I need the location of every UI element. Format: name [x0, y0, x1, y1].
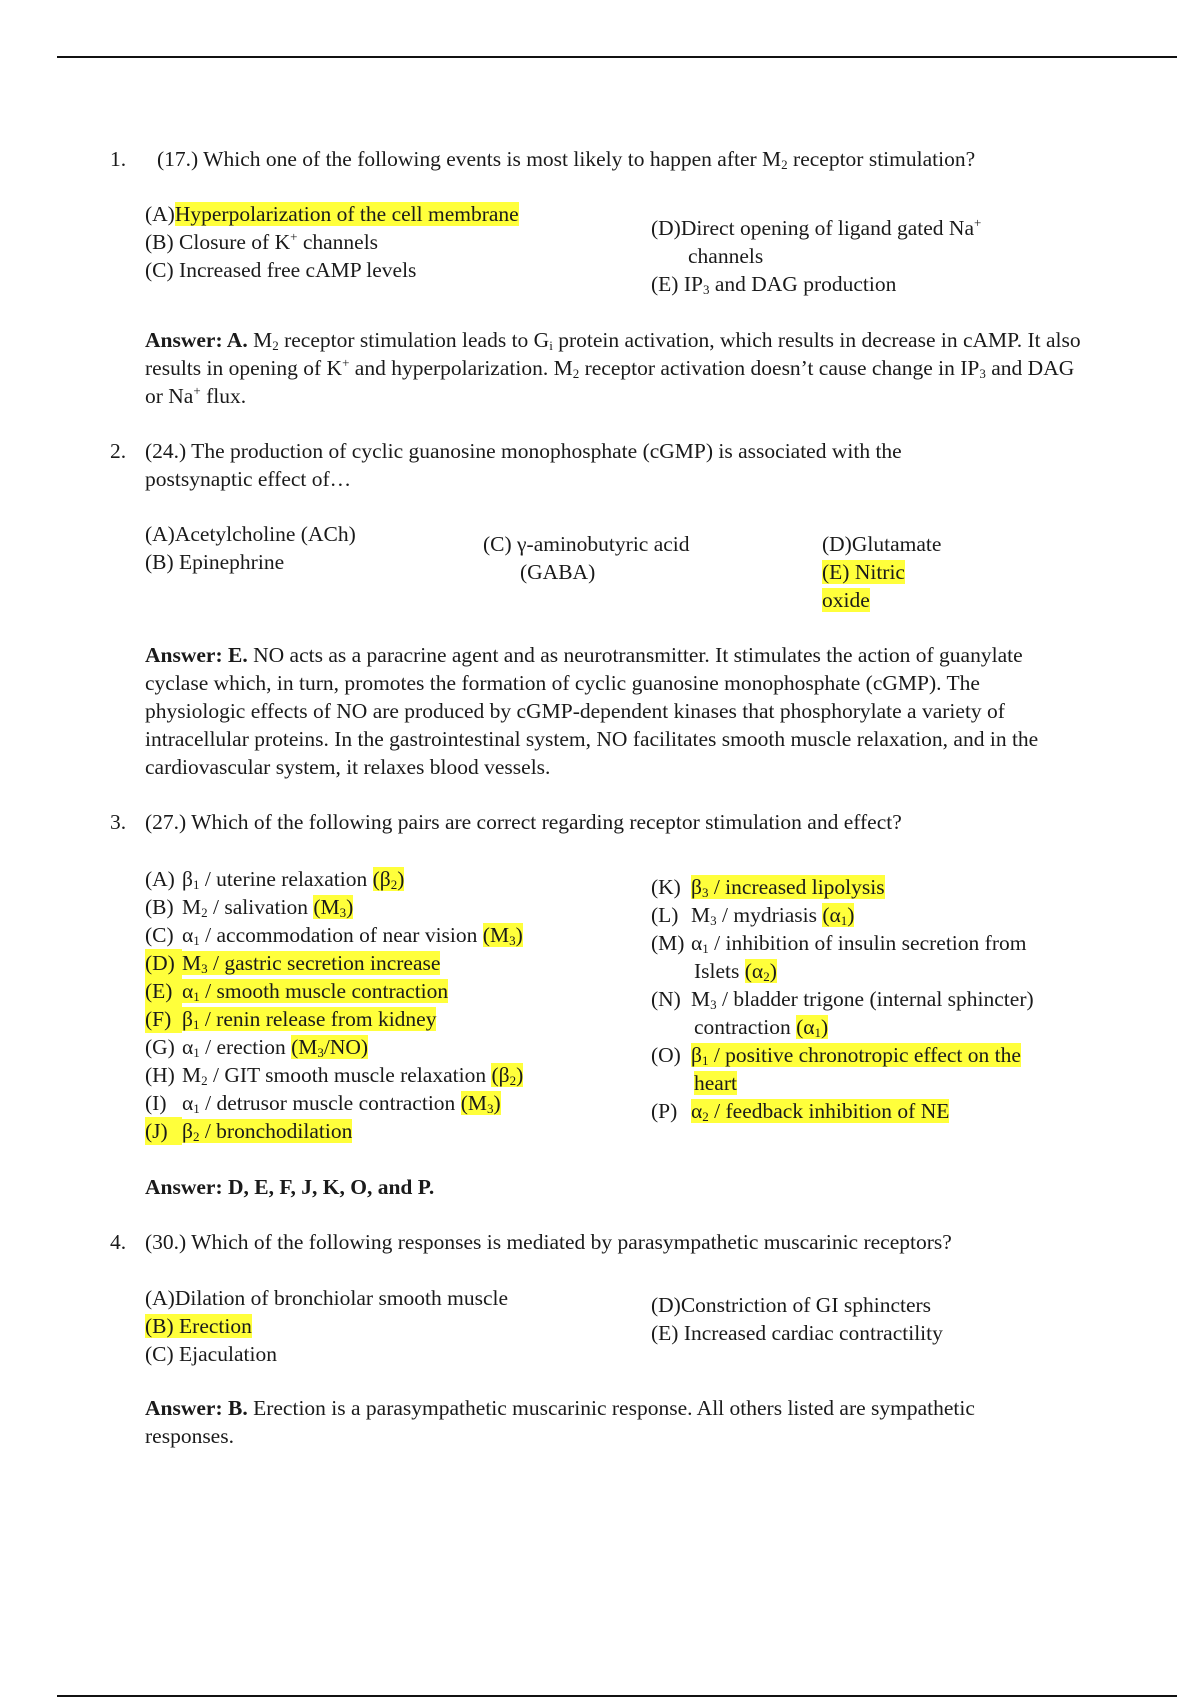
option-a[interactable]: (A)Acetylcholine (ACh) [145, 522, 356, 546]
option-m-continued: Islets $(\alpha_2)$ [694, 959, 777, 984]
option-e[interactable] [822, 558, 941, 586]
option-d[interactable]: (D)Glutamate [822, 532, 942, 556]
q4-options-left [145, 1284, 508, 1368]
option-e[interactable]: (E) $IP_3$ and DAG production [651, 272, 897, 297]
highlight: $(\alpha_1)$ [796, 1015, 829, 1040]
highlight: $(\alpha_2)$ [744, 959, 777, 984]
option-n[interactable]: (N) $M_3$ / bladder trigone (internal sphincter) [651, 987, 1034, 1012]
highlight: $\beta_2$ / bronchodilation [182, 1119, 353, 1144]
highlight: $(M_3/NO)$ [291, 1035, 369, 1060]
highlight: $(\beta_2)$ [491, 1063, 524, 1088]
highlight: $\alpha_2$ / feedback inhibition of NE [691, 1099, 950, 1124]
q4-options-right [651, 1291, 943, 1347]
option-b[interactable] [145, 1312, 508, 1340]
question-stem: (17.) Which one of the following events is most likely to happen after $M_2$ receptor stimulation? [157, 147, 976, 172]
answer-3: Answer: D, E, F, J, K, O, and P. [145, 1175, 435, 1199]
option-c[interactable]: (C) $\alpha_1$ / accommodation of near vision $(M_3)$ [145, 923, 523, 948]
option-g[interactable]: (G) $\alpha_1$ / erection $(M_3/NO)$ [145, 1035, 369, 1060]
highlight: $\beta_1$ / renin release from kidney [182, 1007, 437, 1032]
answer-1: Answer: A. $M_2$ receptor stimulation leads to $G_i$ protein activation, which results in decrease in cAMP. It also results in opening of K+ and hyperpolarization. $M_2$ receptor activation doesn’t cause change in $IP_3$ and DAG or Na+ flux. [145, 328, 1081, 408]
highlight: heart [694, 1071, 737, 1095]
question-number: 4. [110, 1230, 127, 1254]
q2-options-right [822, 530, 941, 614]
highlight: $\alpha_1$ / smooth muscle contraction [182, 979, 449, 1004]
option-n-continued: contraction $(\alpha_1)$ [694, 1015, 829, 1040]
highlight: $(M_3)$ [460, 1091, 501, 1116]
question-number: 1. [110, 147, 127, 171]
q1-options-right [651, 214, 981, 298]
option-d[interactable]: (D)Constriction of GI sphincters [651, 1293, 932, 1317]
option-m[interactable]: (M) $\alpha_1$ / inhibition of insulin secretion from [651, 931, 1027, 956]
option-c[interactable]: (C) Increased free cAMP levels [145, 258, 417, 282]
option-a[interactable]: (A) $\beta_1$ / uterine relaxation $(\beta_2)$ [145, 867, 405, 892]
option-a[interactable]: (A)Dilation of bronchiolar smooth muscle [145, 1286, 509, 1310]
option-f[interactable]: (F) $\beta_1$ / renin release from kidney [145, 1007, 437, 1032]
option-b[interactable]: (B) Epinephrine [145, 550, 285, 574]
option-o[interactable]: (O) $\beta_1$ / positive chronotropic effect on the [651, 1043, 1021, 1068]
question-stem: (30.) Which of the following responses is mediated by parasympathetic muscarinic receptors? [145, 1230, 952, 1254]
q2-options-middle [483, 530, 690, 586]
q3-options-right [651, 873, 1091, 1125]
option-e[interactable]: (E) $\alpha_1$ / smooth muscle contraction [145, 979, 449, 1004]
bottom-rule [57, 1695, 1177, 1697]
question-number: 3. [110, 810, 127, 834]
option-h[interactable]: (H) $M_2$ / GIT smooth muscle relaxation $(\beta_2)$ [145, 1063, 524, 1088]
question-stem: (24.) The production of cyclic guanosine monophosphate (cGMP) is associated with the postsynaptic effect of… [145, 439, 902, 491]
q3-options-left [145, 865, 523, 1145]
option-i[interactable]: (I) $\alpha_1$ / detrusor muscle contraction $(M_3)$ [145, 1091, 501, 1116]
top-rule [57, 56, 1177, 58]
highlight: (E) Nitric [822, 560, 905, 584]
option-d[interactable]: (D)Direct opening of ligand gated Na+ [651, 215, 982, 240]
option-d-continued: channels [688, 244, 764, 268]
option-e[interactable]: (E) Increased cardiac contractility [651, 1321, 943, 1345]
question-number: 2. [110, 439, 127, 463]
highlight: $(M_3)$ [482, 923, 523, 948]
highlight: $\beta_3$ / increased lipolysis [691, 875, 885, 900]
highlight: Hyperpolarization of the cell membrane [174, 202, 519, 226]
option-c[interactable]: (C) γ-aminobutyric acid [483, 532, 690, 556]
q1-options-left [145, 200, 519, 284]
option-j[interactable]: (J) $\beta_2$ / bronchodilation [145, 1119, 353, 1144]
highlight: $M_3$ / gastric secretion increase [182, 951, 441, 976]
option-b[interactable]: (B) $M_2$ / salivation $(M_3)$ [145, 895, 354, 920]
option-o-continued [651, 1069, 1091, 1097]
option-c[interactable]: (C) Ejaculation [145, 1342, 277, 1366]
question-stem: (27.) Which of the following pairs are correct regarding receptor stimulation and effect? [145, 810, 902, 834]
option-k[interactable]: (K) $\beta_3$ / increased lipolysis [651, 875, 885, 900]
highlight: $(\alpha_1)$ [822, 903, 855, 928]
highlight: $(M_3)$ [313, 895, 354, 920]
highlight: (B) Erection [145, 1314, 252, 1338]
option-c-continued: (GABA) [520, 560, 596, 584]
q2-options-left [145, 520, 356, 576]
option-b[interactable]: (B) Closure of K+ channels [145, 229, 379, 254]
option-p[interactable]: (P) $\alpha_2$ / feedback inhibition of NE [651, 1099, 950, 1124]
option-a[interactable]: (A)Hyperpolarization of the cell membrane [145, 202, 519, 226]
highlight: $\beta_1$ / positive chronotropic effect on the [691, 1043, 1021, 1068]
answer-2: Answer: E. NO acts as a paracrine agent and as neurotransmitter. It stimulates the action of guanylate cyclase which, in turn, promotes the formation of cyclic guanosine monophosphate (cGMP). The physiologic effects of NO are produced by cGMP-dependent kinases that phosphorylate a variety of intracellular proteins. In the gastrointestinal system, NO facilitates smooth muscle relaxation, and in the cardiovascular system, it relaxes blood vessels. [145, 643, 1039, 779]
option-e-continued [822, 586, 941, 614]
highlight: $(\beta_2)$ [372, 867, 405, 892]
highlight: oxide [822, 588, 870, 612]
option-d[interactable]: (D) $M_3$ / gastric secretion increase [145, 951, 441, 976]
answer-4: Answer: B. Erection is a parasympathetic muscarinic response. All others listed are sympathetic responses. [145, 1396, 975, 1448]
option-l[interactable]: (L) $M_3$ / mydriasis $(\alpha_1)$ [651, 903, 855, 928]
